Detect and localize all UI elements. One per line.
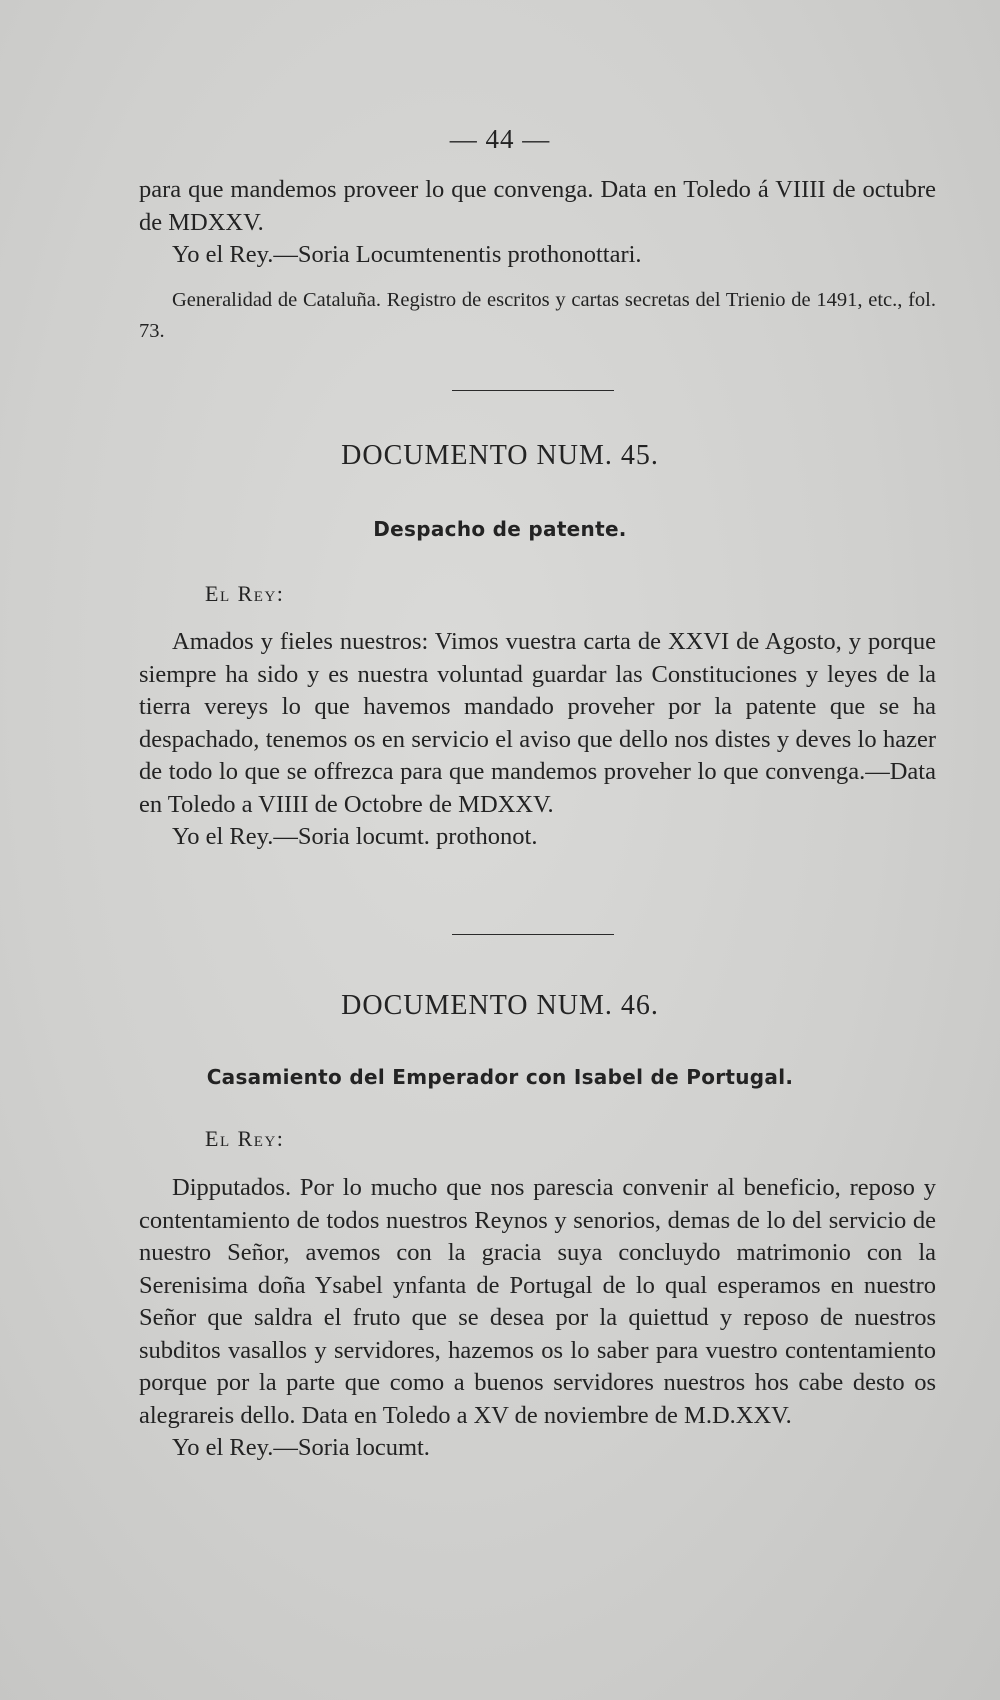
section-divider (452, 390, 614, 391)
continuation-text: para que mandemos proveer lo que convenga. Data en Toledo á VIIII de octubre de MDXXV. (139, 176, 936, 236)
document-45-section (139, 626, 936, 854)
continuation-signature: Yo el Rey.—Soria Locumtenentis prothonottari. (172, 241, 642, 268)
document-45-salutation: El Rey: (205, 581, 285, 606)
section-divider (452, 934, 614, 935)
document-45-body: Amados y fieles nuestros: Vimos vuestra carta de XXVI de Agosto, y porque siempre ha sido y es nuestra voluntad guardar las Constituciones y leyes de la tierra vereys lo que havemos mandado proveher por la patente que se ha despachado, tenemos os en servicio el aviso que dello nos distes y deves lo hazer de todo lo que se offrezca para que mandemos proveher lo que convenga.—Data en Toledo a VIIII de Octobre de MDXXV. (139, 628, 936, 818)
document-46-body: Dipputados. Por lo mucho que nos parescia convenir al beneficio, reposo y contentamiento de todos nuestros Reynos y senorios, demas de lo del servicio de nuestro Señor, avemos con la gracia suya concluydo matrimonio con la Serenisima doña Ysabel ynfanta de Portugal de lo qual esperamos en nuestro Señor que saldra el fruto que se desea por la quiettud y reposo de nuestros subditos vasallos y servidores, hazemos os lo saber para vuestro contentamiento porque por la parte que como a buenos servidores nuestros hos cabe desto os alegrareis dello. Data en Toledo a XV de noviembre de M.D.XXV. (139, 1174, 936, 1429)
document-46-signature: Yo el Rey.—Soria locumt. (172, 1434, 430, 1461)
source-citation: Generalidad de Cataluña. Registro de escritos y cartas secretas del Trienio de 1491, etc., fol. 73. (139, 289, 936, 342)
citation-block (139, 285, 936, 347)
document-45-subtitle: Despacho de patente. (373, 517, 627, 541)
page-number: — 44 — (449, 124, 551, 154)
document-46-subtitle: Casamiento del Emperador con Isabel de Portugal. (206, 1065, 794, 1089)
document-46-heading: DOCUMENTO NUM. 46. (341, 990, 659, 1021)
continuation-section (139, 174, 936, 272)
document-45-signature: Yo el Rey.—Soria locumt. prothonot. (172, 823, 538, 850)
document-45-heading: DOCUMENTO NUM. 45. (341, 440, 659, 471)
document-46-section (139, 1172, 936, 1465)
document-46-salutation: El Rey: (205, 1126, 285, 1151)
